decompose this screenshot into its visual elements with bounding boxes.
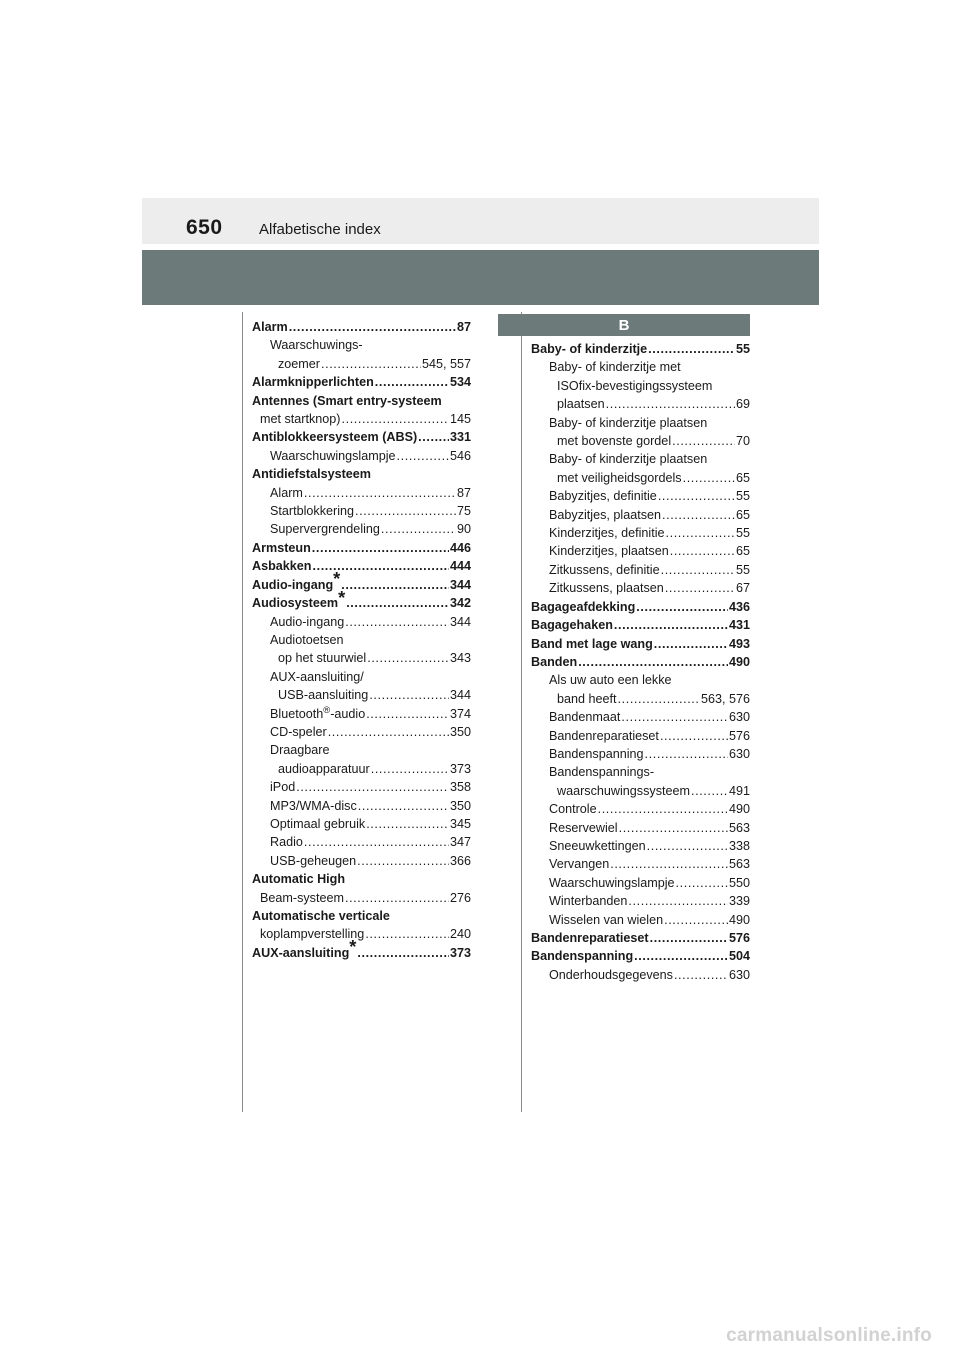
column-rule-left <box>242 312 243 1112</box>
index-entry-term: Bandenreparatieset <box>531 931 649 945</box>
index-entry-term: plaatsen <box>557 397 605 412</box>
index-entry-page: 630 <box>728 746 750 761</box>
index-entry-page: 444 <box>449 559 471 574</box>
leader-dots <box>670 542 735 560</box>
leader-dots <box>357 944 449 962</box>
index-entry-page: 436 <box>728 599 750 614</box>
leader-dots <box>618 690 700 708</box>
leader-dots <box>366 705 449 723</box>
leader-dots <box>683 469 735 487</box>
leader-dots <box>648 340 735 358</box>
index-entry-page: 546 <box>449 448 471 463</box>
index-entry-page: 490 <box>728 802 750 817</box>
index-entry-page: 504 <box>728 949 750 964</box>
index-entry <box>252 318 471 336</box>
index-entry-term: Waarschuwingslampje <box>270 448 396 463</box>
index-entry-term: Radio <box>270 835 303 850</box>
index-entry-term: Vervangen <box>549 857 610 872</box>
index-entry <box>531 469 750 487</box>
index-entry <box>531 395 750 413</box>
index-entry <box>531 542 750 560</box>
index-entry <box>252 760 471 778</box>
index-entry-term: Supervergrendeling <box>270 522 380 537</box>
index-entry <box>252 392 471 410</box>
index-entry <box>252 870 471 888</box>
leader-dots <box>674 966 728 984</box>
index-entry <box>252 668 471 686</box>
index-entry <box>531 524 750 542</box>
index-entry <box>531 763 750 781</box>
index-entry-term: Antidiefstalsysteem <box>252 467 371 482</box>
index-entry-page: 374 <box>449 706 471 721</box>
index-entry-term: waarschuwingssysteem <box>557 783 690 798</box>
index-entry-page: 491 <box>728 783 750 798</box>
index-entry <box>252 586 471 612</box>
index-entry-page: 350 <box>449 724 471 739</box>
index-entry-term: koplampverstelling <box>260 927 365 942</box>
index-entry-page: 331 <box>449 430 471 445</box>
leader-dots <box>328 723 449 741</box>
index-entry-term: Winterbanden <box>549 894 628 909</box>
index-entry <box>252 502 471 520</box>
leader-dots <box>676 874 728 892</box>
index-entry-page: 87 <box>456 320 471 334</box>
index-entry <box>252 484 471 502</box>
index-entry-term: Armsteun <box>252 540 311 555</box>
index-entry <box>252 520 471 538</box>
leader-dots <box>664 911 728 929</box>
index-entry-term: Baby- of kinderzitje plaatsen <box>549 452 708 467</box>
index-entry <box>531 966 750 984</box>
index-entry-term: CD-speler <box>270 724 327 739</box>
index-entry-term: Controle <box>549 802 597 817</box>
leader-dots <box>365 925 449 943</box>
leader-dots <box>375 373 449 391</box>
index-entry <box>531 616 750 634</box>
index-entry-term: Antennes (Smart entry-systeem <box>252 393 442 408</box>
leader-dots <box>312 539 449 557</box>
index-entry <box>531 782 750 800</box>
leader-dots <box>397 447 449 465</box>
leader-dots <box>304 484 456 502</box>
index-entry-term: band heeft <box>557 691 617 706</box>
leader-dots <box>666 524 735 542</box>
index-entry-page: 343 <box>449 651 471 666</box>
leader-dots <box>289 318 456 336</box>
index-entry-term: iPod <box>270 780 296 795</box>
index-entry-term: USB-geheugen <box>270 853 357 868</box>
index-entry <box>252 613 471 631</box>
index-entry-term: MP3/WMA-disc <box>270 798 357 813</box>
leader-dots <box>658 487 735 505</box>
index-entry-term: Reservewiel <box>549 820 618 835</box>
index-entry-page: 490 <box>728 654 750 669</box>
index-entry <box>252 568 471 594</box>
index-entry <box>252 815 471 833</box>
index-entry-term: Bandenmaat <box>549 710 621 725</box>
leader-dots <box>598 800 728 818</box>
index-entry-term: Bagagehaken <box>531 618 613 633</box>
index-entry-term: met bovenste gordel <box>557 434 672 449</box>
index-entry-term: Draagbare <box>270 743 330 758</box>
leader-dots <box>621 708 728 726</box>
index-entry <box>531 358 750 376</box>
leader-dots <box>691 782 728 800</box>
index-entry-term: Baby- of kinderzitje plaatsen <box>549 415 708 430</box>
index-entry <box>531 340 750 358</box>
index-entry <box>252 936 471 962</box>
index-column-left <box>252 318 471 962</box>
index-entry <box>252 557 471 575</box>
index-entry-page: 70 <box>735 434 750 449</box>
leader-dots <box>355 502 456 520</box>
index-entry-page: 630 <box>728 710 750 725</box>
index-entry <box>252 428 471 446</box>
index-entry-page: 344 <box>449 614 471 629</box>
index-entry <box>531 837 750 855</box>
index-entry-term: AUX-aansluiting/ <box>270 669 364 684</box>
leader-dots <box>341 576 449 594</box>
index-entry <box>531 561 750 579</box>
leader-dots <box>665 579 735 597</box>
index-entry-page: 493 <box>728 636 750 651</box>
index-entry <box>252 539 471 557</box>
leader-dots <box>634 947 728 965</box>
index-entry <box>531 487 750 505</box>
index-entry-term: Zitkussens, plaatsen <box>549 581 664 596</box>
index-entry <box>531 506 750 524</box>
index-entry <box>252 631 471 649</box>
index-entry <box>252 852 471 870</box>
index-entry-page: 576 <box>728 931 750 945</box>
index-entry-page: 67 <box>735 581 750 596</box>
leader-dots <box>418 428 449 446</box>
index-entry-term: met startknop) <box>260 412 341 427</box>
index-entry <box>531 450 750 468</box>
index-entry <box>252 686 471 704</box>
index-entry-page: 276 <box>449 890 471 905</box>
index-entry-page: 345 <box>449 816 471 831</box>
leader-dots <box>654 635 728 653</box>
leader-dots <box>367 649 449 667</box>
index-entry <box>531 892 750 910</box>
index-entry-page: 344 <box>449 688 471 703</box>
index-entry-page: 240 <box>449 927 471 942</box>
leader-dots <box>578 653 728 671</box>
index-entry-term: Babyzitjes, plaatsen <box>549 507 662 522</box>
index-entry-page: 55 <box>735 526 750 541</box>
page-number: 650 <box>186 216 223 239</box>
leader-dots <box>304 833 449 851</box>
index-entry <box>252 833 471 851</box>
index-entry-page: 545, 557 <box>421 356 471 371</box>
index-entry-term: audioapparatuur <box>278 761 370 776</box>
index-entry-term: Band met lage wang <box>531 636 653 651</box>
index-entry-page: 446 <box>449 540 471 555</box>
index-entry-term: AUX-aansluiting* <box>252 936 357 960</box>
index-entry-term: Als uw auto een lekke <box>549 673 672 688</box>
index-column-right <box>531 340 750 984</box>
index-entry-term: Waarschuwingslampje <box>549 875 675 890</box>
index-entry-term: Audiosysteem* <box>252 586 346 611</box>
index-entry <box>531 874 750 892</box>
index-entry <box>252 465 471 483</box>
leader-dots <box>357 852 449 870</box>
leader-dots <box>342 410 449 428</box>
index-entry <box>531 727 750 745</box>
index-entry <box>252 705 471 723</box>
index-entry-term: Bandenspanning <box>549 746 644 761</box>
index-entry <box>531 579 750 597</box>
index-entry-term: Kinderzitjes, plaatsen <box>549 544 669 559</box>
index-entry <box>531 690 750 708</box>
index-entry-term: Kinderzitjes, definitie <box>549 526 665 541</box>
index-entry-page: 576 <box>728 728 750 743</box>
index-entry <box>252 797 471 815</box>
leader-dots <box>358 797 449 815</box>
index-entry-page: 366 <box>449 853 471 868</box>
leader-dots <box>371 760 449 778</box>
index-entry-page: 65 <box>735 470 750 485</box>
index-entry <box>252 889 471 907</box>
index-entry-page: 344 <box>449 577 471 592</box>
index-entry <box>531 929 750 947</box>
index-entry-page: 55 <box>735 489 750 504</box>
index-entry-page: 55 <box>735 562 750 577</box>
leader-dots <box>662 506 735 524</box>
index-entry-term: Zitkussens, definitie <box>549 562 660 577</box>
index-entry <box>531 947 750 965</box>
index-entry-term: Sneeuwkettingen <box>549 838 646 853</box>
index-entry-term: Automatic High <box>252 872 346 887</box>
index-entry <box>252 373 471 391</box>
leader-dots <box>619 819 728 837</box>
index-entry-term: Startblokkering <box>270 504 354 519</box>
index-entry-term: Wisselen van wielen <box>549 912 664 927</box>
leader-dots <box>296 778 449 796</box>
index-entry <box>252 723 471 741</box>
index-entry <box>252 336 471 354</box>
leader-dots <box>647 837 728 855</box>
leader-dots <box>610 855 728 873</box>
index-entry-page: 55 <box>735 342 750 356</box>
index-entry-page: 431 <box>728 618 750 633</box>
index-entry <box>531 414 750 432</box>
leader-dots <box>614 616 728 634</box>
index-entry <box>252 907 471 925</box>
index-entry <box>531 855 750 873</box>
index-entry-term: Alarm <box>252 320 288 334</box>
index-entry <box>531 671 750 689</box>
index-entry <box>252 741 471 759</box>
index-entry-page: 338 <box>728 838 750 853</box>
index-entry-term: Onderhoudsgegevens <box>549 967 673 982</box>
index-entry-term: Audiotoetsen <box>270 632 344 647</box>
index-entry-term: Antiblokkeersysteem (ABS) <box>252 430 418 445</box>
index-entry <box>252 447 471 465</box>
index-entry-page: 342 <box>449 596 471 611</box>
leader-dots <box>369 686 449 704</box>
index-entry-term: met veiligheidsgordels <box>557 470 682 485</box>
leader-dots <box>636 598 728 616</box>
index-entry-term: Beam-systeem <box>260 890 344 905</box>
index-entry-page: 350 <box>449 798 471 813</box>
header-bar <box>142 198 819 244</box>
index-entry <box>531 911 750 929</box>
column-rule-right <box>521 312 522 1112</box>
leader-dots <box>660 727 728 745</box>
index-entry-page: 145 <box>449 412 471 427</box>
index-entry-page: 373 <box>449 945 471 960</box>
index-entry <box>531 708 750 726</box>
leader-dots <box>345 613 449 631</box>
index-entry <box>531 653 750 671</box>
index-entry-page: 563 <box>728 857 750 872</box>
leader-dots <box>650 929 728 947</box>
index-entry-term: Optimaal gebruik <box>270 816 366 831</box>
index-entry-term: Waarschuwings- <box>270 338 363 353</box>
index-entry-page: 563 <box>728 820 750 835</box>
index-entry-term: Bandenspannings- <box>549 765 655 780</box>
index-entry-page: 339 <box>728 894 750 909</box>
index-entry-page: 69 <box>735 397 750 412</box>
index-entry-page: 75 <box>456 504 471 519</box>
index-entry-term: Bandenreparatieset <box>549 728 659 743</box>
index-entry-term: ISOfix-bevestigingssysteem <box>557 378 713 393</box>
index-entry-term: Asbakken <box>252 559 312 574</box>
index-entry-page: 563, 576 <box>700 691 750 706</box>
section-letter-b: B <box>498 314 750 336</box>
index-entry-page: 347 <box>449 835 471 850</box>
index-entry-page: 90 <box>456 522 471 537</box>
index-entry <box>531 745 750 763</box>
index-entry-term: zoemer <box>278 356 320 371</box>
index-entry <box>531 819 750 837</box>
index-entry-page: 534 <box>449 375 471 390</box>
index-entry-page: 490 <box>728 912 750 927</box>
index-entry <box>252 355 471 373</box>
index-entry-term: Baby- of kinderzitje <box>531 342 648 356</box>
index-entry <box>531 598 750 616</box>
index-entry-term: Banden <box>531 654 578 669</box>
index-entry-term: Audio-ingang <box>270 614 345 629</box>
running-head-title: Alfabetische index <box>259 221 381 238</box>
index-entry-page: 87 <box>456 485 471 500</box>
index-entry-page: 358 <box>449 780 471 795</box>
leader-dots <box>381 520 456 538</box>
index-entry-term: Automatische verticale <box>252 909 390 923</box>
index-entry <box>531 377 750 395</box>
index-entry-term: Bandenspanning <box>531 949 634 964</box>
index-entry-page: 630 <box>728 967 750 982</box>
header-band <box>142 250 819 305</box>
index-entry-term: Bluetooth®-audio <box>270 704 366 721</box>
index-entry-page: 373 <box>449 761 471 776</box>
index-entry-page: 65 <box>735 544 750 559</box>
index-entry-term: Audio-ingang* <box>252 568 341 592</box>
leader-dots <box>661 561 735 579</box>
index-entry-term: Alarmknipperlichten <box>252 375 374 390</box>
leader-dots <box>321 355 421 373</box>
index-entry-term: USB-aansluiting <box>278 688 369 703</box>
index-entry <box>531 432 750 450</box>
index-entry-term: op het stuurwiel <box>278 651 367 666</box>
index-entry <box>252 649 471 667</box>
index-entry <box>252 925 471 943</box>
index-entry <box>252 410 471 428</box>
index-entry-term: Alarm <box>270 485 303 500</box>
watermark: carmanualsonline.info <box>726 1325 932 1346</box>
leader-dots <box>672 432 735 450</box>
leader-dots <box>606 395 735 413</box>
index-entry-term: Babyzitjes, definitie <box>549 489 657 504</box>
leader-dots <box>345 889 449 907</box>
index-entry-page: 550 <box>728 875 750 890</box>
leader-dots <box>628 892 728 910</box>
index-entry <box>531 800 750 818</box>
index-entry <box>531 635 750 653</box>
index-entry <box>252 778 471 796</box>
index-entry-page: 65 <box>735 507 750 522</box>
leader-dots <box>346 594 449 612</box>
leader-dots <box>645 745 728 763</box>
index-entry-term: Baby- of kinderzitje met <box>549 360 681 375</box>
leader-dots <box>366 815 449 833</box>
index-entry-term: Bagageafdekking <box>531 599 636 614</box>
